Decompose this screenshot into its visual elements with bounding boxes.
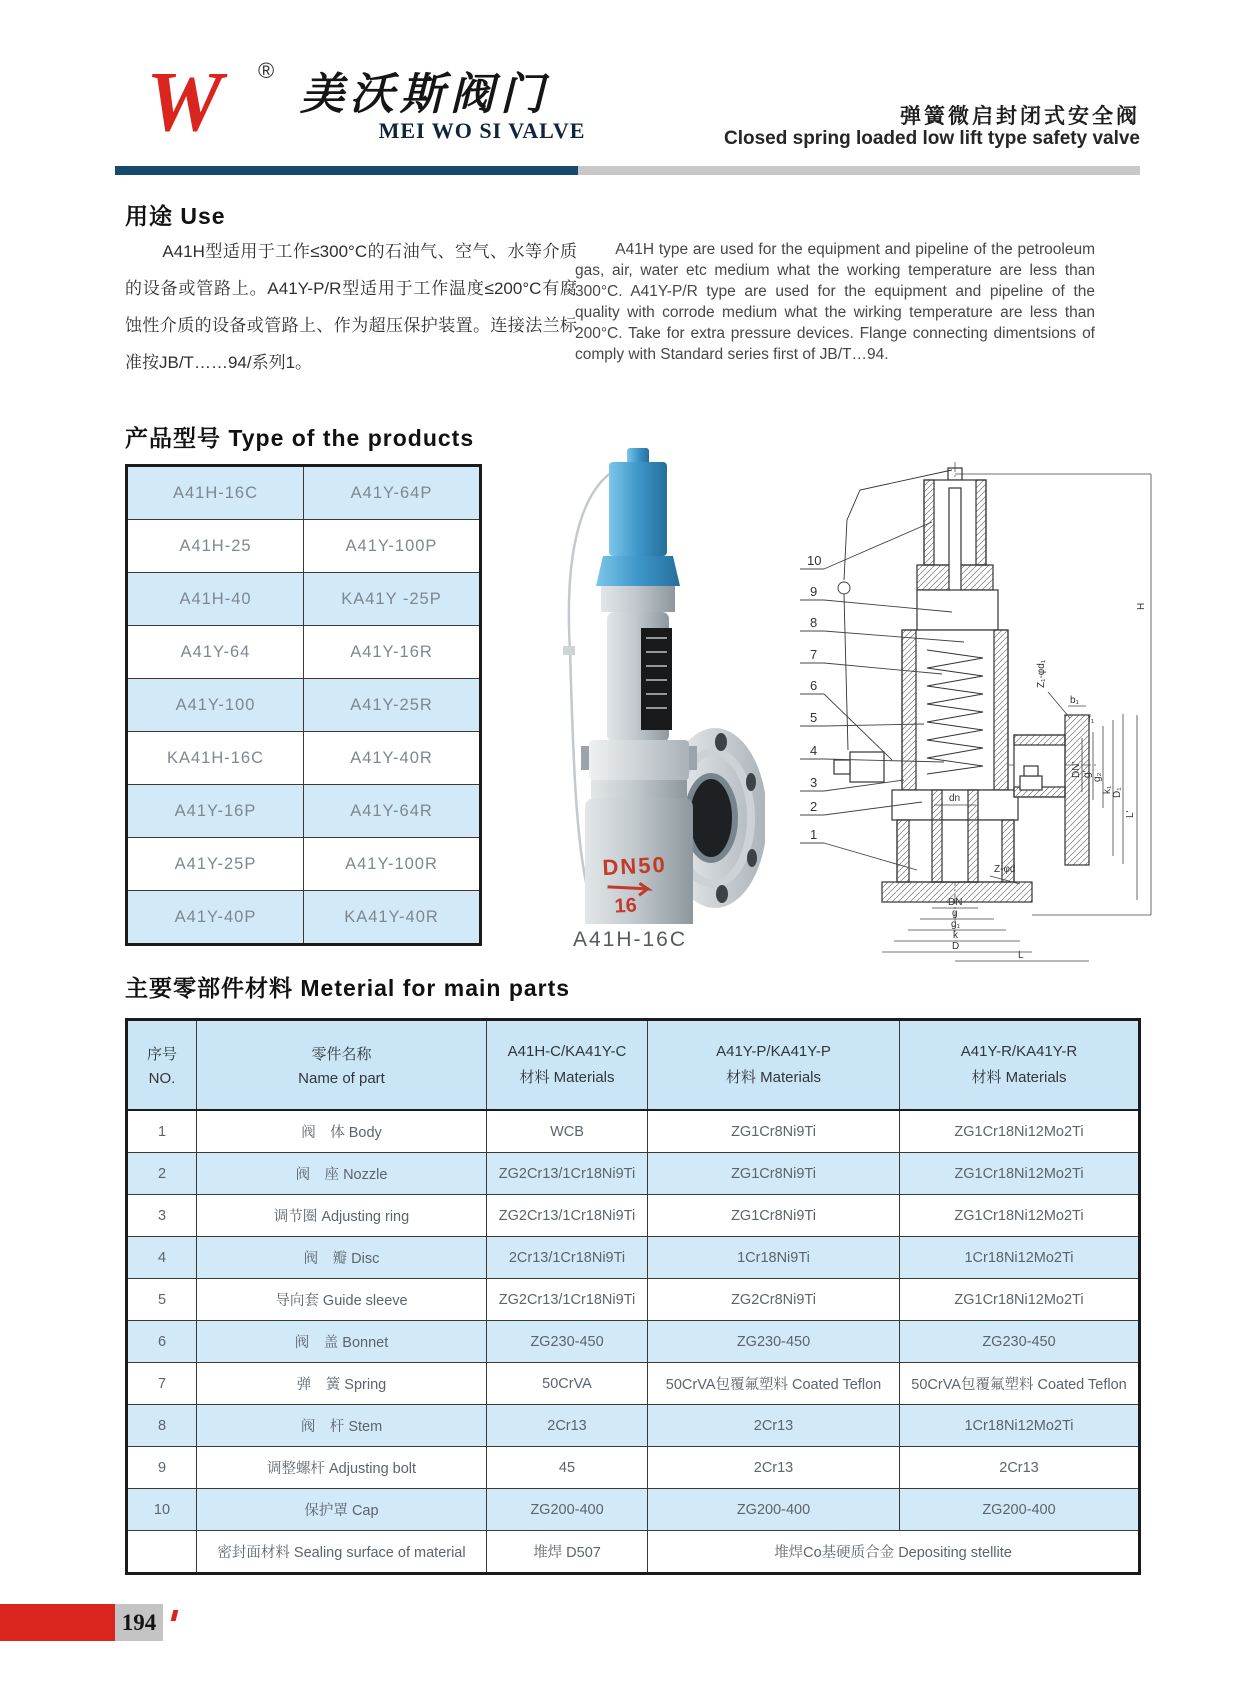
table-row (127, 1110, 1140, 1153)
footer-red-bar (0, 1604, 115, 1641)
brand-name-en: MEI WO SI VALVE (378, 118, 586, 143)
registered-mark: ® (258, 58, 275, 83)
cell: 50CrVA包覆氟塑料 Coated Teflon (900, 1363, 1140, 1405)
cell: ZG2Cr8Ni9Ti (648, 1279, 900, 1321)
cell: 6 (127, 1321, 197, 1363)
part-number: 7 (810, 647, 818, 662)
cell: 2Cr13 (900, 1447, 1140, 1489)
cell: 7 (127, 1363, 197, 1405)
col-label: NO. (148, 1070, 176, 1087)
product-model: A41Y-100P (304, 520, 481, 573)
cell: 5 (127, 1279, 197, 1321)
product-model: KA41H-16C (127, 732, 304, 785)
cell: WCB (487, 1110, 648, 1153)
col-material-2 (648, 1020, 900, 1111)
product-model: A41Y-64R (304, 785, 481, 838)
valve-cap (596, 448, 680, 586)
product-model: KA41Y -25P (304, 573, 481, 626)
divider-gray (578, 166, 1140, 175)
marking-16: 16 (614, 894, 638, 918)
product-model: A41Y-25R (304, 679, 481, 732)
dim-label: g (952, 908, 958, 919)
dim-label: L (1018, 950, 1024, 961)
cell: 3 (127, 1195, 197, 1237)
col-no (127, 1020, 197, 1111)
table-row (127, 1195, 1140, 1237)
part-number: 6 (810, 678, 818, 693)
cell: 50CrVA包覆氟塑料 Coated Teflon (648, 1363, 900, 1405)
materials-table (125, 1018, 1141, 1575)
cell: ZG200-400 (487, 1489, 648, 1531)
table-row (127, 1153, 1140, 1195)
table-row (127, 732, 481, 785)
cell: 密封面材料 Sealing surface of material (197, 1531, 487, 1574)
cell: ZG2Cr13/1Cr18Ni9Ti (487, 1195, 648, 1237)
dim-label: D₁ (1112, 787, 1123, 798)
product-model: A41Y-25P (127, 838, 304, 891)
cell: 9 (127, 1447, 197, 1489)
table-row (127, 1531, 1140, 1574)
cell: ZG1Cr18Ni12Mo2Ti (900, 1279, 1140, 1321)
table-row (127, 1489, 1140, 1531)
footer-tick-mark (171, 1610, 179, 1621)
cell: 阀 座 Nozzle (197, 1153, 487, 1195)
cell: ZG1Cr8Ni9Ti (648, 1110, 900, 1153)
cell: 2Cr13 (648, 1405, 900, 1447)
cell: 堆焊 D507 (487, 1531, 648, 1574)
cell: ZG200-400 (648, 1489, 900, 1531)
cell: ZG230-450 (900, 1321, 1140, 1363)
cell: 弹 簧 Spring (197, 1363, 487, 1405)
table-row (127, 1363, 1140, 1405)
product-model: KA41Y-40R (304, 891, 481, 945)
part-number: 1 (810, 827, 818, 842)
table-row (127, 626, 481, 679)
table-row (127, 891, 481, 945)
dim-label: g₂ (1092, 772, 1103, 782)
name-plate (641, 628, 672, 730)
dim-label: k₁ (1102, 785, 1113, 794)
cell: 1Cr18Ni9Ti (648, 1237, 900, 1279)
cell: ZG200-400 (900, 1489, 1140, 1531)
divider-navy (115, 166, 578, 175)
cell: ZG230-450 (648, 1321, 900, 1363)
col-label: Name of part (298, 1070, 385, 1087)
col-label: 材料 Materials (519, 1069, 615, 1086)
cell: ZG1Cr8Ni9Ti (648, 1195, 900, 1237)
dim-label: dn (949, 793, 961, 804)
cell: 1 (127, 1110, 197, 1153)
brand-name-cn: 美沃斯阀门 (300, 69, 550, 120)
col-label: A41Y-P/KA41Y-P (716, 1043, 831, 1060)
cell: 调整螺杆 Adjusting bolt (197, 1447, 487, 1489)
products-section-heading: 产品型号 Type of the products (125, 425, 475, 451)
dim-label: g' (1082, 770, 1093, 778)
table-header-row (127, 1020, 1140, 1111)
col-material-3 (900, 1020, 1140, 1111)
part-number: 4 (810, 743, 818, 758)
valve-photo (515, 446, 765, 924)
dim-label: DN (948, 897, 963, 908)
materials-section-heading: 主要零部件材料 Meterial for main parts (125, 975, 571, 1001)
use-section-heading: 用途 Use (125, 203, 226, 229)
cell (127, 1531, 197, 1574)
cell: 阀 体 Body (197, 1110, 487, 1153)
page-title-en: Closed spring loaded low lift type safety valve (724, 128, 1140, 149)
dim-label: L' (1125, 810, 1136, 818)
part-number: 9 (810, 584, 818, 599)
dim-label: Z-φd (994, 864, 1016, 875)
product-model: A41H-40 (127, 573, 304, 626)
table-row (127, 838, 481, 891)
product-model: A41Y-100 (127, 679, 304, 732)
cell: 1Cr18Ni12Mo2Ti (900, 1405, 1140, 1447)
cell: 调节圈 Adjusting ring (197, 1195, 487, 1237)
table-row (127, 679, 481, 732)
bonnet-flange (589, 740, 689, 780)
table-row (127, 1405, 1140, 1447)
part-number: 10 (807, 553, 822, 568)
dim-label: H (1136, 602, 1147, 610)
product-model: A41Y-16P (127, 785, 304, 838)
page-title-cn: 弹簧微启封闭式安全阀 (900, 105, 1140, 128)
col-label: 材料 Materials (725, 1069, 822, 1086)
cell: 2Cr13 (487, 1405, 648, 1447)
col-label: A41H-C/KA41Y-C (507, 1043, 627, 1060)
cell: 50CrVA (487, 1363, 648, 1405)
cell: ZG1Cr18Ni12Mo2Ti (900, 1110, 1140, 1153)
photo-caption: A41H-16C (572, 928, 688, 951)
logo-letter: W (146, 53, 223, 148)
col-label: 序号 (146, 1046, 177, 1063)
cell: 导向套 Guide sleeve (197, 1279, 487, 1321)
logo-w-icon (140, 52, 290, 148)
cell: 阀 盖 Bonnet (197, 1321, 487, 1363)
part-number: 3 (810, 775, 818, 790)
product-model: A41H-16C (127, 466, 304, 520)
cell: 10 (127, 1489, 197, 1531)
col-label: 零件名称 (311, 1046, 372, 1063)
use-paragraph-cn (125, 233, 577, 381)
cell: ZG1Cr18Ni12Mo2Ti (900, 1153, 1140, 1195)
cell: ZG2Cr13/1Cr18Ni9Ti (487, 1153, 648, 1195)
dim-label: f₁ (1088, 714, 1095, 725)
use-paragraph-cn-text: A41H型适用于工作≤300°C的石油气、空气、水等介质的设备或管路上。A41Y-P/R型适用于工作温度≤200°C有腐蚀性介质的设备或管路上、作为超压保护装置。连接法兰标准按JB/T……94/系列1。 (125, 242, 577, 372)
product-model: A41H-25 (127, 520, 304, 573)
col-part-name (197, 1020, 487, 1111)
use-paragraph-en-text: A41H type are used for the equipment and pipeline of the petrooleum gas, air, water etc medium what the working temperature are less than 300°C. A41Y-P/R type are used for the equipment and pipeline of the quality with corrode medium what the wirking temperature are less than 200°C. Take for extra pressure devices. Flange connecting dimentsions of comply with Standard series first of JB/T…94. (575, 241, 1095, 363)
table-row (127, 1279, 1140, 1321)
valve-section-drawing (752, 460, 1164, 965)
table-row (127, 1447, 1140, 1489)
dim-label: k (953, 930, 958, 941)
product-model: A41Y-64P (304, 466, 481, 520)
dim-label: Z₁-φd₁ (1036, 659, 1047, 688)
cell: 1Cr18Ni12Mo2Ti (900, 1237, 1140, 1279)
cell: 保护罩 Cap (197, 1489, 487, 1531)
page-number: 194 (115, 1604, 163, 1641)
dim-label: b₁ (1070, 695, 1079, 706)
table-row (127, 466, 481, 520)
product-model: A41Y-100R (304, 838, 481, 891)
cell: ZG1Cr18Ni12Mo2Ti (900, 1195, 1140, 1237)
product-model: A41Y-40R (304, 732, 481, 785)
cell: 8 (127, 1405, 197, 1447)
table-row (127, 520, 481, 573)
product-model: A41Y-64 (127, 626, 304, 679)
cell: 2Cr13/1Cr18Ni9Ti (487, 1237, 648, 1279)
col-material-1 (487, 1020, 648, 1111)
marking-dn50: DN50 (601, 851, 668, 881)
cell: 阀 杆 Stem (197, 1405, 487, 1447)
table-row (127, 785, 481, 838)
col-label: A41Y-R/KA41Y-R (960, 1043, 1078, 1060)
col-label: 材料 Materials (971, 1069, 1067, 1086)
table-row (127, 1321, 1140, 1363)
product-model: A41Y-40P (127, 891, 304, 945)
table-row (127, 573, 481, 626)
cell: ZG2Cr13/1Cr18Ni9Ti (487, 1279, 648, 1321)
dim-label: g₁ (951, 919, 960, 930)
part-number: 8 (810, 615, 818, 630)
dim-label: D (952, 941, 960, 952)
body-ring (591, 780, 687, 798)
cell: 4 (127, 1237, 197, 1279)
product-model: A41Y-16R (304, 626, 481, 679)
cell: ZG230-450 (487, 1321, 648, 1363)
use-paragraph-en (575, 239, 1095, 365)
cell: 堆焊Co基硬质合金 Depositing stellite (648, 1531, 1140, 1574)
part-number: 5 (810, 710, 818, 725)
dim-label: DN' (1071, 761, 1082, 778)
product-type-table (125, 464, 482, 946)
cap-base (601, 586, 675, 612)
lead-seal (563, 646, 575, 655)
cell: 2Cr13 (648, 1447, 900, 1489)
part-number: 2 (810, 799, 818, 814)
cell: 阀 瓣 Disc (197, 1237, 487, 1279)
company-logo (140, 52, 290, 148)
cell: 45 (487, 1447, 648, 1489)
cell: 2 (127, 1153, 197, 1195)
table-row (127, 1237, 1140, 1279)
cell: ZG1Cr8Ni9Ti (648, 1153, 900, 1195)
